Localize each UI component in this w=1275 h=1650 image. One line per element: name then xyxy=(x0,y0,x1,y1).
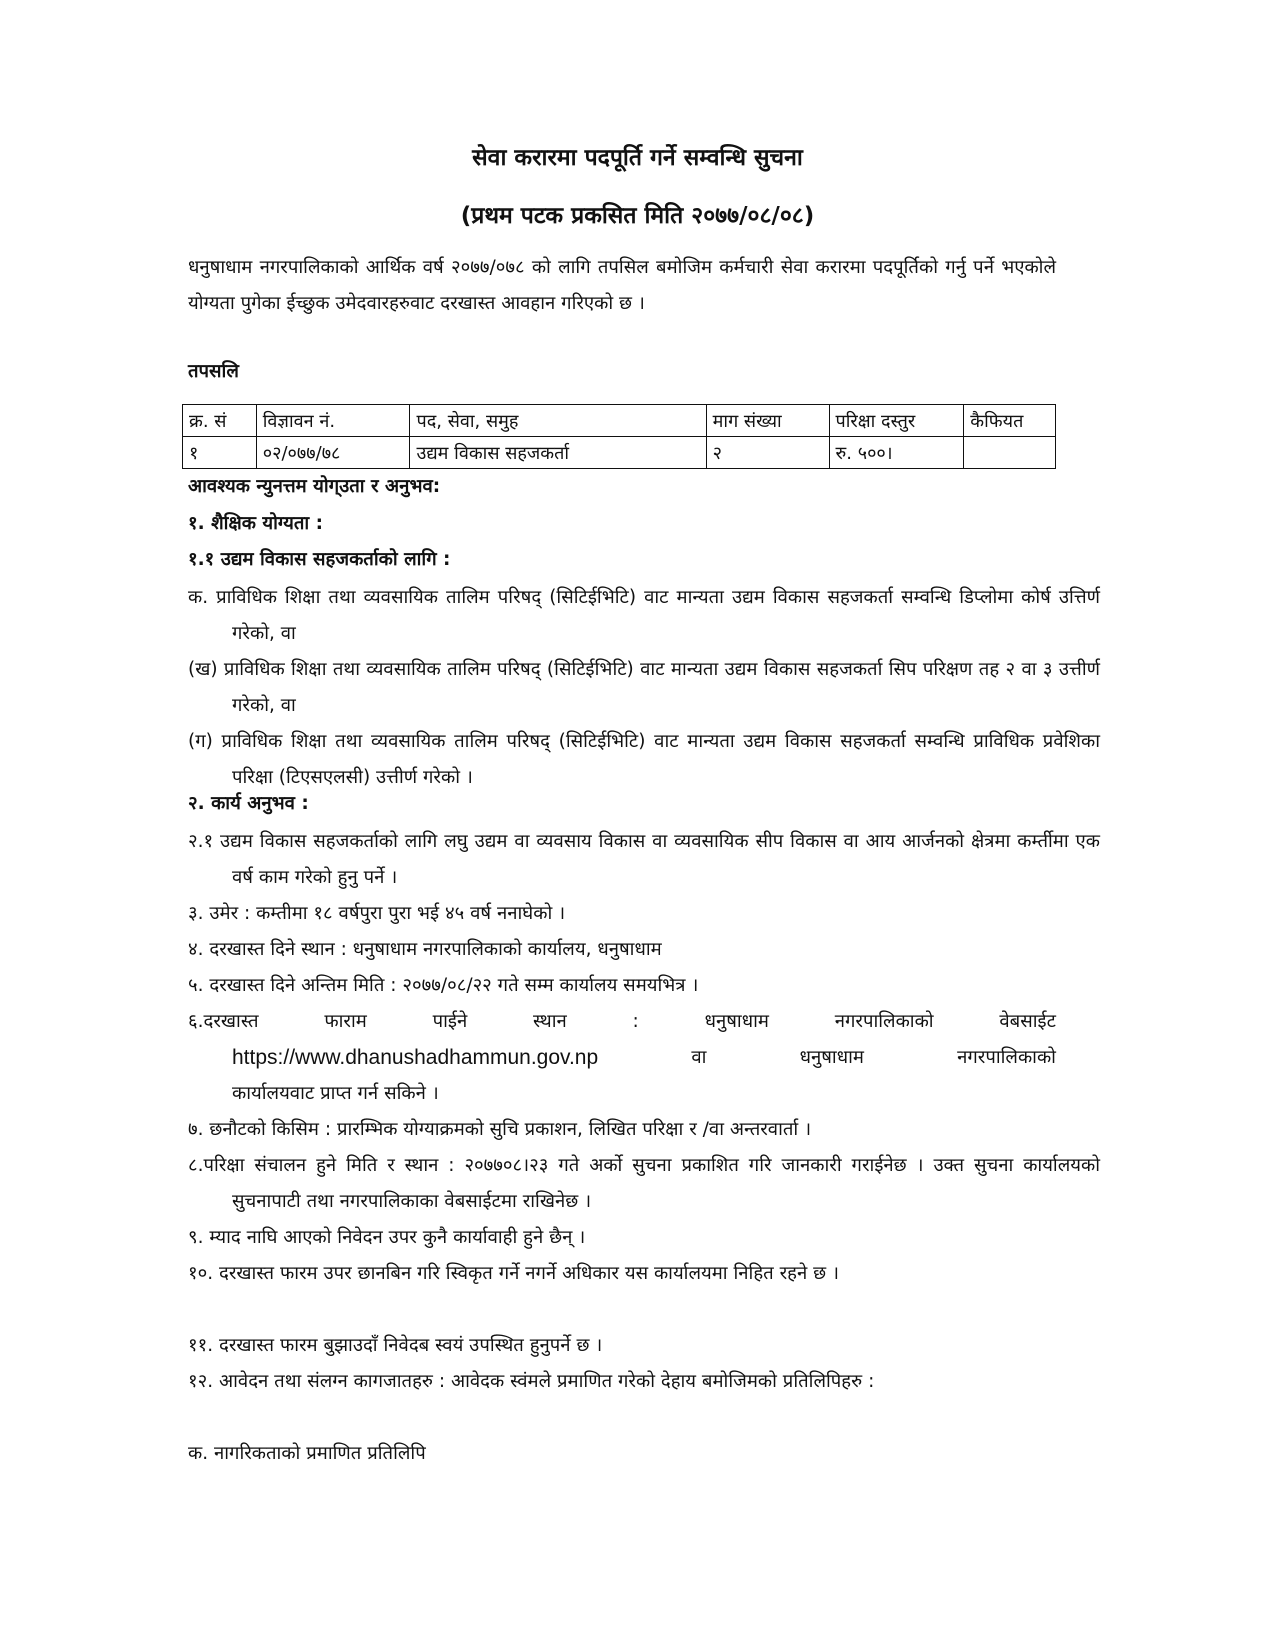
requirements-heading: आवश्यक न्युनत्तम योग्उता र अनुभव: xyxy=(188,476,441,497)
cell-demand: २ xyxy=(706,437,829,469)
item-2-1: २.१ उद्यम विकास सहजकर्ताको लागि लघु उद्यम वा व्यवसाय विकास वा व्यवसायिक सीप विकास वा आय आर्जनको क्षेत्रमा कर्म्तीमा एक वर्ष काम गरेको हुनु पर्ने । xyxy=(188,831,1100,888)
item-6-word: ६.दरखास्त xyxy=(188,1011,259,1032)
item-6-word: धनुषाधाम xyxy=(704,1011,769,1032)
item-6-word: नगरपालिकाको xyxy=(957,1047,1056,1068)
col-remarks: कैफियत xyxy=(964,405,1056,437)
item-7-selection: ७. छनौटको किसिम : प्रारम्भिक योग्याक्रमको सुचि प्रकाशन, लिखित परिक्षा र /वा अन्तरवार्ता । xyxy=(188,1119,812,1140)
website-url-link[interactable]: https://www.dhanushadhammun.gov.np xyxy=(232,1046,599,1069)
item-10-authority: १०. दरखास्त फारम उपर छानबिन गरि स्विकृत गर्ने नगर्ने अधिकार यस कार्यालयमा निहित रहने छ । xyxy=(188,1263,839,1284)
item-6-word: वेबसाईट xyxy=(999,1011,1056,1032)
education-item-ka: क. प्राविधिक शिक्षा तथा व्यवसायिक तालिम परिषद् (सिटिईभिटि) वाट मान्यता उद्यम विकास सहजकर्ता सम्वन्धि डिप्लोमा कोर्ष उत्तिर्ण गरेको, वा xyxy=(188,587,1100,644)
item-6-word: पाईने xyxy=(432,1011,468,1032)
vacancy-table xyxy=(182,404,1056,469)
tapsil-heading: तपसलि xyxy=(188,361,239,382)
item-6-line-2 xyxy=(188,1040,1056,1076)
col-demand: माग संख्या xyxy=(706,405,829,437)
cell-post: उद्यम विकास सहजकर्ता xyxy=(410,437,706,469)
item-6-line-3: कार्यालयवाट प्राप्त गर्न सकिने । xyxy=(232,1083,439,1104)
education-item-ga: (ग) प्राविधिक शिक्षा तथा व्यवसायिक तालिम परिषद् (सिटिईभिटि) वाट मान्यता उद्यम विकास सहजकर्ता सम्वन्धि प्राविधिक प्रवेशिका परिक्षा (टिएसएलसी) उत्तीर्ण गरेको । xyxy=(188,731,1100,788)
item-3-age: ३. उमेर : कम्तीमा १८ वर्षपुरा पुरा भई ४५ वर्ष ननाघेको । xyxy=(188,903,566,924)
document-item-ka: क. नागरिकताको प्रमाणित प्रतिलिपि xyxy=(188,1443,426,1464)
table-header-row xyxy=(183,405,1056,437)
item-5-deadline: ५. दरखास्त दिने अन्तिम मिति : २०७७/०८/२२ गते सम्म कार्यालय समयभित्र । xyxy=(188,975,699,996)
item-9-late: ९. म्याद नाघि आएको निवेदन उपर कुनै कार्यावाही हुने छैन् । xyxy=(188,1227,586,1248)
cell-ad-number: ०२/०७७/७८ xyxy=(256,437,410,469)
col-ad-number: विज्ञावन नं. xyxy=(256,405,410,437)
education-sub-heading: १.१ उद्यम विकास सहजकर्ताको लागि : xyxy=(188,549,451,570)
notice-title: सेवा करारमा पदपूर्ति गर्ने सम्वन्धि सुचना xyxy=(472,145,803,171)
cell-serial: १ xyxy=(183,437,257,469)
col-fee: परिक्षा दस्तुर xyxy=(829,405,964,437)
item-8-exam: ८.परिक्षा संचालन हुने मिति र स्थान : २०७७०८।२३ गते अर्को सुचना प्रकाशित गरि जानकारी गराईनेछ । उक्त सुचना कार्यालयको सुचनापाटी तथा नगरपालिकाका वेबसाईटमा राखिनेछ । xyxy=(188,1155,1100,1212)
item-4-place: ४. दरखास्त दिने स्थान : धनुषाधाम नगरपालिकाको कार्यालय, धनुषाधाम xyxy=(188,939,662,960)
col-post: पद, सेवा, समुह xyxy=(410,405,706,437)
cell-fee: रु. ५००। xyxy=(829,437,964,469)
item-6-line-1 xyxy=(188,1004,1056,1040)
intro-paragraph: धनुषाधाम नगरपालिकाको आर्थिक वर्ष २०७७/०७८ को लागि तपसिल बमोजिम कर्मचारी सेवा करारमा पदपूर्तिको गर्नु पर्ने भएकोले योग्यता पुगेका ईच्छुक उमेदवारहरुवाट दरखास्त आवहान गरिएको छ । xyxy=(188,257,1056,314)
publication-date-subtitle: (प्रथम पटक प्रकसित मिति २०७७/०८/०८) xyxy=(460,203,815,229)
item-6-word: वा xyxy=(691,1047,707,1068)
item-11-presence: ११. दरखास्त फारम बुझाउदाँ निवेदब स्वयं उपस्थित हुनुपर्ने छ । xyxy=(188,1335,603,1356)
col-serial: क्र. सं xyxy=(183,405,257,437)
cell-remarks xyxy=(964,437,1056,469)
item-6-word: : xyxy=(632,1011,639,1032)
item-6-form-location xyxy=(188,1004,1056,1112)
experience-heading: २. कार्य अनुभव : xyxy=(188,793,309,814)
item-6-word: फाराम xyxy=(324,1011,367,1032)
table-row xyxy=(183,437,1056,469)
education-item-kha: (ख) प्राविधिक शिक्षा तथा व्यवसायिक तालिम परिषद् (सिटिईभिटि) वाट मान्यता उद्यम विकास सहजकर्ता सिप परिक्षण तह २ वा ३ उत्तीर्ण गरेको, वा xyxy=(188,659,1100,716)
item-6-word: धनुषाधाम xyxy=(799,1047,864,1068)
item-6-word: स्थान xyxy=(533,1011,567,1032)
item-12-documents: १२. आवेदन तथा संलग्न कागजातहरु : आवेदक स्वंमले प्रमाणित गरेको देहाय बमोजिमको प्रतिलिपिहरु : xyxy=(188,1371,875,1392)
item-6-word: नगरपालिकाको xyxy=(834,1011,934,1032)
education-heading: १. शैक्षिक योग्यता : xyxy=(188,513,323,534)
